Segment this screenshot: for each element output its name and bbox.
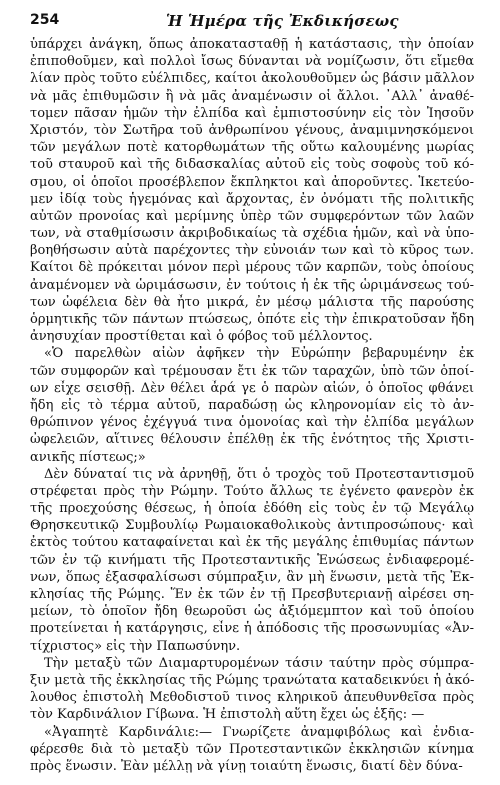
text-line: Δὲν δύναταί τις νὰ ἀρνηθῇ, ὅτι ὁ τροχὸς τοῦ Προτεσταντισμοῦ (44, 466, 474, 482)
paragraph (30, 466, 474, 655)
text-line: τῶν συμφορῶν καὶ τρέμουσαν ἔτι ἐκ τῶν ταραχῶν, ὑπὸ τῶν ὁποί- (30, 363, 474, 379)
paragraph (30, 345, 474, 465)
page-header (30, 10, 474, 32)
text-line: τῶν ἐν τῷ κινήματι τῆς Προτεσταντικῆς Ἑνώσεως ἐνδιαφερομέ- (30, 552, 474, 568)
text-line: «Ὁ παρελθὼν αἰὼν ἀφῆκεν τὴν Εὐρώπην βεβαρυμένην ἐκ (44, 346, 474, 362)
text-line: φέρεσθε διὰ τὸ μεταξὺ τῶν Προτεσταντικῶν ἐκκλησιῶν κίνημα (30, 741, 474, 757)
text-line: σμου, οἱ ὁποῖοι προσέβλεπον ἔκπληκτοι καὶ ἀποροῦντες. Ἱκετεύο- (30, 174, 474, 190)
text-line: μεν ἰδίᾳ τοὺς ἡγεμόνας καὶ ἄρχοντας, ἐν ὀνόματι τῆς πολιτικῆς (30, 191, 474, 207)
text-line: «Ἀγαπητὲ Καρδινάλιε:— Γνωρίζετε ἀναμφιβόλως καὶ ἐνδια- (44, 724, 474, 740)
text-line: τῆς προεχούσης θέσεως, ἡ ὁποία ἐδόθη εἰς τοὺς ἐν τῷ Μεγάλῳ (30, 501, 474, 517)
text-line: ἤδη εἰς τὸ τέρμα αὐτοῦ, παραδώσῃ ὡς κληρονομίαν εἰς τὸ ἀν- (30, 397, 474, 413)
text-line: νὰ μᾶς ἐπιθυμῶσιν ἢ νὰ μᾶς ἀναμένωσιν οἱ ἄλλοι. ᾿Αλλ᾿ ἀναθέ- (30, 88, 474, 104)
text-line: κλησίας τῆς Ρώμης. Ἕν ἐκ τῶν ἐν τῇ Πρεσβυτεριανῇ αἱρέσει ση- (30, 587, 474, 602)
text-line: ὠφελειῶν, αἵτινες θέλουσιν ἐπέλθῃ ἐκ τῆς ἑνότητος τῆς Χριστι- (30, 432, 474, 448)
text-line: νων, ὅπως ἐξασφαλίσωσι σύμπραξιν, ἂν μὴ ἕνωσιν, μετὰ τῆς Ἐκ- (30, 569, 474, 585)
text-line: ξιν μετὰ τῆς ἐκκλησίας τῆς Ρώμης τρανώτατα καταδεικνύει ἡ ἀκό- (30, 672, 474, 688)
text-line: ὁρμητικῆς τῶν πάντων πτώσεως, ὁπότε εἰς τὴν ἐπικρατοῦσαν ἤδη (30, 312, 474, 327)
text-line: ἐκτὸς τούτου καταφαίνεται καὶ ἐκ τῆς μεγάλης ἐπιθυμίας πάντων (30, 535, 474, 551)
text-line: τομεν πᾶσαν ἡμῶν τὴν ἐλπίδα καὶ ἐμπιστοσύνην εἰς τὸν Ἰησοῦν (30, 105, 474, 121)
text-line: τῶν μεγάλων ποτὲ κατορθωμάτων τῆς οὕτω καλουμένης μωρίας (30, 140, 474, 156)
text-line: μείων, τὸ ὁποῖον ἤδη θεωροῦσι ὡς ἀξιόμεμπτον καὶ τοῦ ὁποίου (30, 604, 474, 620)
text-line: τοῦ σταυροῦ καὶ τῆς διδασκαλίας αὐτοῦ εἰς τοὺς σοφοὺς τοῦ κό- (30, 157, 474, 173)
text-line: ων εἶχε σεισθῇ. Δὲν θέλει ἆρά γε ὁ παρὼν αἰών, ὁ ὁποῖος φθάνει (30, 380, 474, 396)
text-line: τὸν Καρδινάλιον Γίβωνα. Ἡ ἐπιστολὴ αὕτη ἔχει ὡς ἑξῆς: — (30, 707, 425, 723)
text-line: ἐπιποθοῦμεν, καὶ πολλοὶ ἴσως δύνανται νὰ νομίζωσιν, ὅτι εἴμεθα (30, 54, 474, 70)
paragraph (30, 36, 474, 345)
text-line: στρέφεται πρὸς τὴν Ρώμην. Τούτο ἄλλως τε ἐγένετο φανερὸν ἐκ (30, 483, 474, 499)
text-line: προτείνεται ἡ κατάργησις, εἶνε ἡ ἀπόδοσις τῆς προσωνυμίας «Ἀν- (30, 621, 474, 637)
text-line: πρὸς ἕνωσιν. Ἐὰν μέλλῃ νὰ γίνῃ τοιαύτη ἕνωσις, διατί δὲν δύνα- (30, 758, 463, 774)
text-line: Τὴν μεταξὺ τῶν Διαμαρτυρομένων τάσιν ταύτην πρὸς σύμπρα- (44, 655, 474, 671)
text-line: ἀνησυχίαν προστίθεται καὶ ὁ φόβος τοῦ μέλλοντος. (30, 329, 373, 345)
body-text (30, 36, 474, 775)
text-line: Καίτοι δὲ πρόκειται μόνον περὶ μέρους τῶν καρπῶν, τοὺς ὁποίους (30, 260, 474, 276)
text-line: ανικῆς πίστεως;» (30, 449, 146, 465)
text-line: βοηθήσωσιν αὐτὰ παρέχοντες τὴν εὐνοιάν των καὶ τὸ κῦρος των. (30, 243, 474, 259)
text-line: των, νὰ σταθμίσωσιν ἀκριβοδικαίως τὰ σχέδια ἡμῶν, καὶ νὰ ὑπο- (30, 226, 474, 242)
text-line: αὐτῶν προνοίας καὶ μερίμνης ὑπὲρ τῶν συμφερόντων τῶν λαῶν (30, 208, 474, 224)
text-line: ὑπάρχει ἀνάγκη, ὅπως ἀποκατασταθῇ ἡ κατάστασις, τὴν ὁποίαν (30, 37, 474, 52)
paragraph (30, 655, 474, 724)
text-line: θρώπινον γένος ἐχέγγυά τινα ὁμονοίας καὶ τὴν ἐλπίδα μεγάλων (30, 415, 474, 431)
text-line: ἀναμένομεν νὰ ὡριμάσωσιν, ἐν τούτοις ἡ ἐκ τῆς ὡριμάνσεως τού- (30, 277, 474, 293)
text-line: τίχριστος» εἰς τὴν Παπωσύνην. (30, 638, 241, 654)
page-number: 254 (30, 12, 60, 28)
running-head: Ἡ Ἡμέρα τῆς Ἐκδικήσεως (166, 12, 399, 30)
text-line: Θρησκευτικῷ Συμβουλίῳ Ρωμαιοκαθολικοὺς ἀντιπροσώπους· καὶ (30, 518, 474, 534)
paragraph (30, 724, 474, 776)
text-line: Χριστόν, τὸν Σωτῆρα τοῦ ἀνθρωπίνου γένους, ἀναμιμνησκόμενοι (30, 122, 474, 138)
text-line: των ὠφέλεια δὲν θὰ ἦτο μικρά, ἐν μέσῳ μάλιστα τῆς παρούσης (30, 294, 474, 310)
text-line: λουθος ἐπιστολὴ Μεθοδιστοῦ τινος κληρικοῦ ἀπευθυνθεῖσα πρὸς (30, 690, 474, 706)
text-line: λίαν πρὸς τοῦτο εὐέλπιδες, καίτοι ἀκολουθοῦμεν ὡς βάσιν μᾶλλον (30, 71, 474, 87)
